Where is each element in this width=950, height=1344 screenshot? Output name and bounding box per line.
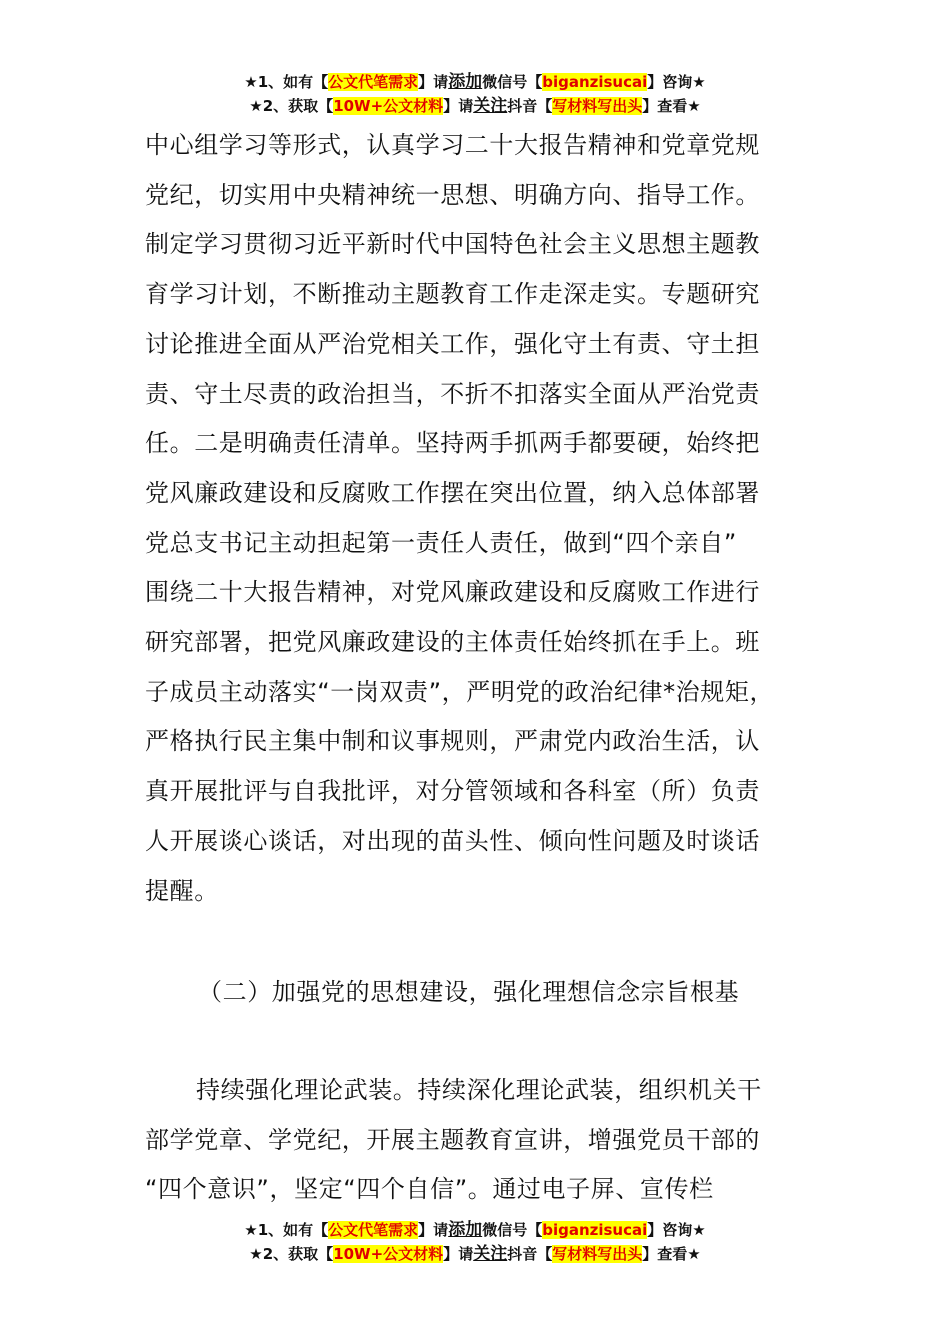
banner-text: 微信号【 (482, 73, 543, 91)
paragraph-line: 制定学习贯彻习近平新时代中国特色社会主义思想主题教 (145, 230, 760, 259)
banner-line (0, 94, 950, 118)
paragraph-line: 育学习计划，不断推动主题教育工作走深走实。专题研究 (145, 280, 760, 309)
underlined-text: 关注 (473, 96, 508, 116)
paragraph-line: 党纪，切实用中央精神统一思想、明确方向、指导工作。 (145, 180, 760, 209)
banner-line (0, 1242, 950, 1266)
highlight-text: 10W+公文材料 (333, 1245, 444, 1263)
paragraph-line: 讨论推进全面从严治党相关工作，强化守土有责、守土担 (145, 329, 760, 358)
banner-text: ★1、如有【 (244, 1221, 329, 1239)
paragraph-line: 人开展谈心谈话，对出现的苗头性、倾向性问题及时谈话 (145, 826, 760, 855)
highlight-text: biganzisucai (542, 1221, 648, 1239)
highlight-text: 公文代笔需求 (328, 73, 419, 91)
paragraph-line: 子成员主动落实“一岗双责”，严明党的政治纪律*治规矩， (145, 677, 775, 706)
banner-text: 】请 (443, 1245, 474, 1263)
banner-text: 】咨询★ (647, 73, 706, 91)
underlined-text: 添加 (448, 1220, 483, 1240)
banner-line (0, 1218, 950, 1242)
highlight-text: biganzisucai (542, 73, 648, 91)
banner-text: 抖音【 (507, 97, 553, 115)
paragraph-line: 党风廉政建设和反腐败工作摆在突出位置，纳入总体部署 (145, 478, 760, 507)
banner-text: 】查看★ (642, 1245, 701, 1263)
section-heading: （二）加强党的思想建设，强化理想信念宗旨根基 (198, 978, 740, 1006)
paragraph-line: 任。二是明确责任清单。坚持两手抓两手都要硬，始终把 (145, 429, 760, 458)
banner-text: 】请 (418, 1221, 449, 1239)
highlight-text: 公文代笔需求 (328, 1221, 419, 1239)
paragraph-line: 提醒。 (145, 876, 219, 905)
paragraph-line: 围绕二十大报告精神，对党风廉政建设和反腐败工作进行 (145, 578, 760, 607)
banner-text: 】请 (443, 97, 474, 115)
banner-line (0, 70, 950, 94)
banner-text: ★1、如有【 (244, 73, 329, 91)
highlight-text: 10W+公文材料 (333, 97, 444, 115)
paragraph-line: 真开展批评与自我批评，对分管领域和各科室（所）负责 (145, 777, 760, 806)
banner-text: ★2、获取【 (249, 1245, 334, 1263)
paragraph-line: 责、守土尽责的政治担当，不折不扣落实全面从严治党责 (145, 379, 760, 408)
underlined-text: 关注 (473, 1244, 508, 1264)
banner-text: 】请 (418, 73, 449, 91)
banner-text: ★2、获取【 (249, 97, 334, 115)
paragraph-line: 严格执行民主集中制和议事规则，严肃党内政治生活，认 (145, 727, 760, 756)
paragraph-line: “四个意识”，坚定“四个自信”。通过电子屏、宣传栏 (145, 1175, 714, 1204)
highlight-text: 写材料写出头 (552, 97, 643, 115)
banner-text: 】咨询★ (647, 1221, 706, 1239)
banner-text: 】查看★ (642, 97, 701, 115)
underlined-text: 添加 (448, 72, 483, 92)
banner-text: 抖音【 (507, 1245, 553, 1263)
paragraph-line: 部学党章、学党纪，开展主题教育宣讲，增强党员干部的 (145, 1125, 760, 1154)
paragraph-line: 中心组学习等形式，认真学习二十大报告精神和党章党规 (145, 131, 760, 159)
paragraph-line: 党总支书记主动担起第一责任人责任，做到“四个亲自” (145, 528, 737, 557)
paragraph-line: 持续强化理论武装。持续深化理论武装，组织机关干 (196, 1076, 762, 1104)
banner-text: 微信号【 (482, 1221, 543, 1239)
paragraph-line: 研究部署，把党风廉政建设的主体责任始终抓在手上。班 (145, 628, 760, 656)
highlight-text: 写材料写出头 (552, 1245, 643, 1263)
